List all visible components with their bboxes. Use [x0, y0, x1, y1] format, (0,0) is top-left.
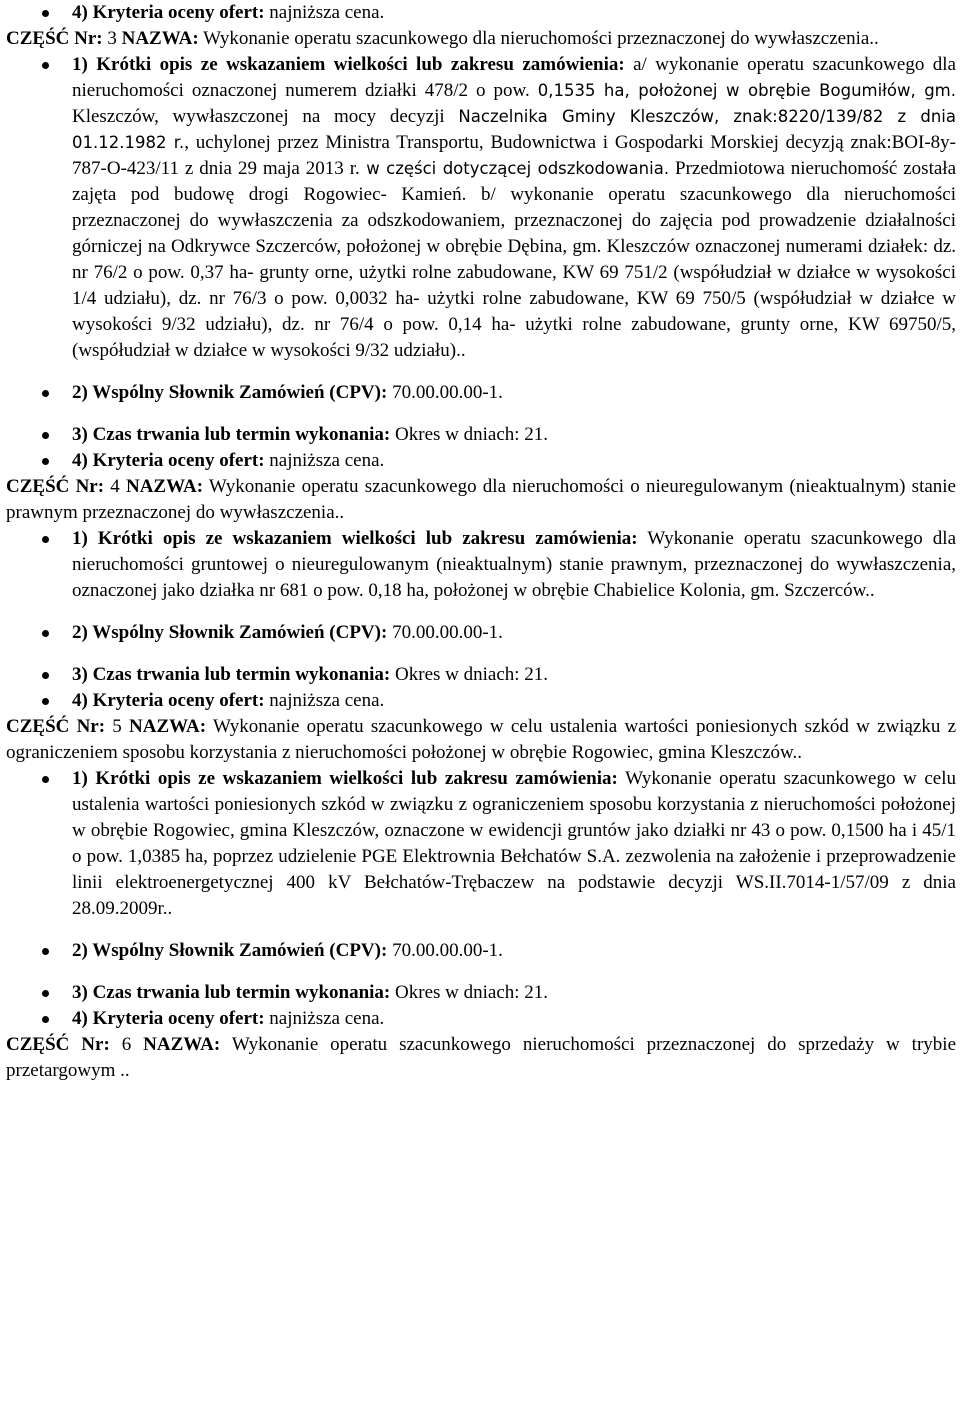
list-item-criteria [6, 448, 956, 474]
cpv-value: 70.00.00.00-1. [392, 940, 503, 961]
list-item-duration [6, 980, 956, 1006]
cpv-label: 2) Wspólny Słownik Zamówień (CPV): [72, 940, 388, 961]
description-label: 1) Krótki opis ze wskazaniem wielkości lub zakresu zamówienia: [72, 54, 625, 75]
list-item-description [6, 52, 956, 364]
part-prefix: CZĘŚĆ Nr: [6, 1034, 110, 1055]
part-name-label: NAZWA: [125, 476, 204, 497]
part-number: 3 [107, 28, 117, 49]
part-name: Wykonanie operatu szacunkowego dla nieruchomości przeznaczonej do wywłaszczenia.. [203, 28, 879, 49]
part-3-heading [6, 26, 956, 52]
part2-criteria-list [6, 0, 956, 26]
part-name-label: NAZWA: [129, 716, 207, 737]
description-text: , uchylonej przez Ministra Transportu, Budownictwa i Gospodarki Morskiej decyzją znak:BOI-8y-787-O-423/11 z dnia 29 maja 2013 r. [72, 132, 956, 179]
description-text: a/ wykonanie operatu szacunkowego dla nieruchomości oznaczonej numerem działki 478/2 o pow. [72, 54, 956, 101]
list-item-criteria [6, 688, 956, 714]
cpv-value: 70.00.00.00-1. [392, 622, 503, 643]
part-3-items [6, 52, 956, 474]
cpv-label: 2) Wspólny Słownik Zamówień (CPV): [72, 382, 388, 403]
description-text: b/ wykonanie operatu szacunkowego dla nieruchomości przeznaczonej do wywłaszczenia za odszkodowaniem, przeznaczonej do zajęcia pod prowadzenie działalności górniczej na Odkrywce Szczerców, położonej w obrębie Dębina, gm. Kleszczów oznaczonej numerami działek: dz. nr 76/2 o pow. 0,37 ha- grunty orne, użytki rolne zabudowane, KW 69 751/2 (współudział w działce w wysokości 1/4 udziału), dz. nr 76/3 o pow. 0,0032 ha- użytki rolne zabudowane, KW 69 750/5 (współudział w działce w wysokości 9/32 udziału), dz. nr 76/4 o pow. 0,14 ha- użytki rolne zabudowane, grunty orne, KW 69750/5, (współudział w działce w wysokości 9/32 udziału).. [72, 184, 956, 361]
part-name-label: NAZWA: [143, 1034, 221, 1055]
list-item-duration [6, 422, 956, 448]
criteria-value: najniższa cena. [269, 450, 385, 471]
list-item-cpv [6, 620, 956, 646]
criteria-value: najniższa cena. [269, 2, 385, 23]
description-text: Wykonanie operatu szacunkowego w celu ustalenia wartości poniesionych szkód w związku z ograniczeniem sposobu korzystania z nieruchomości położonej w obrębie Rogowiec, gmina Kleszczów, oznaczone w ewidencji gruntów jako działki nr 43 o pow. 0,1500 ha i 45/1 o pow. 1,0385 ha, poprzez udzielenie PGE Elektrownia Bełchatów S.A. zezwolenia na założenie i przeprowadzenie linii elektroenergetycznej 400 kV Bełchatów-Trębaczew na podstawie decyzji WS.II.7014-1/57/09 z dnia 28.09.2009r.. [72, 768, 956, 919]
list-item-description [6, 766, 956, 922]
description-text: Wykonanie operatu szacunkowego dla nieruchomości gruntowej o nieuregulowanym (nieaktualnym) stanie prawnym, przeznaczonej do wywłaszczenia, oznaczonej jako działka nr 681 o pow. 0,18 ha, położonej w obrębie Chabielice Kolonia, gm. Szczerców.. [72, 528, 956, 601]
description-text: w części dotyczącej odszkodowania. [359, 159, 670, 178]
part-number: 6 [121, 1034, 132, 1055]
criteria-label: 4) Kryteria oceny ofert: [72, 450, 265, 471]
part-prefix: CZĘŚĆ Nr: [6, 476, 105, 497]
criteria-label: 4) Kryteria oceny ofert: [72, 690, 265, 711]
description-text: Naczelnika Gminy Kleszczów, znak:8220/139/82 z dnia 01.12.1982 r. [72, 107, 956, 152]
part-name: Wykonanie operatu szacunkowego nieruchomości przeznaczonej do sprzedaży w trybie przetargowym .. [6, 1034, 957, 1081]
list-item-duration [6, 662, 956, 688]
part-6-heading [6, 1032, 956, 1084]
list-item-description [6, 526, 956, 604]
criteria-value: najniższa cena. [269, 1008, 385, 1029]
part-prefix: CZĘŚĆ Nr: [6, 716, 106, 737]
duration-value: Okres w dniach: 21. [395, 664, 549, 685]
duration-value: Okres w dniach: 21. [395, 424, 549, 445]
part-4-heading [6, 474, 956, 526]
part-5-items [6, 766, 956, 1032]
criteria-label: 4) Kryteria oceny ofert: [72, 2, 265, 23]
criteria-value: najniższa cena. [269, 690, 385, 711]
list-item-cpv [6, 380, 956, 406]
part-name: Wykonanie operatu szacunkowego dla nieruchomości o nieuregulowanym (nieaktualnym) stanie prawnym przeznaczonej do wywłaszczenia.. [6, 476, 956, 523]
cpv-label: 2) Wspólny Słownik Zamówień (CPV): [72, 622, 388, 643]
description-label: 1) Krótki opis ze wskazaniem wielkości lub zakresu zamówienia: [72, 528, 638, 549]
description-label: 1) Krótki opis ze wskazaniem wielkości lub zakresu zamówienia: [72, 768, 618, 789]
part-name: Wykonanie operatu szacunkowego w celu ustalenia wartości poniesionych szkód w związku z ograniczeniem sposobu korzystania z nieruchomości położonej w obrębie Rogowiec, gmina Kleszczów.. [6, 716, 957, 763]
description-text: Kleszczów, wywłaszczonej na mocy decyzji [72, 106, 459, 127]
cpv-value: 70.00.00.00-1. [392, 382, 503, 403]
part-number: 5 [112, 716, 122, 737]
list-item-criteria [6, 1006, 956, 1032]
list-item-cpv [6, 938, 956, 964]
part-number: 4 [110, 476, 120, 497]
duration-label: 3) Czas trwania lub termin wykonania: [72, 664, 391, 685]
duration-value: Okres w dniach: 21. [395, 982, 549, 1003]
part-5-heading [6, 714, 956, 766]
part-name-label: NAZWA: [121, 28, 199, 49]
description-text: 0,1535 ha, położonej w obrębie Bogumiłów, gm. [537, 81, 956, 100]
part-prefix: CZĘŚĆ Nr: [6, 28, 103, 49]
part-4-items [6, 526, 956, 714]
duration-label: 3) Czas trwania lub termin wykonania: [72, 982, 391, 1003]
description-text: Przedmiotowa nieruchomość została zajęta pod budowę drogi Rogowiec- Kamień. [72, 158, 957, 205]
criteria-label: 4) Kryteria oceny ofert: [72, 1008, 265, 1029]
duration-label: 3) Czas trwania lub termin wykonania: [72, 424, 391, 445]
list-item-criteria [6, 0, 956, 26]
